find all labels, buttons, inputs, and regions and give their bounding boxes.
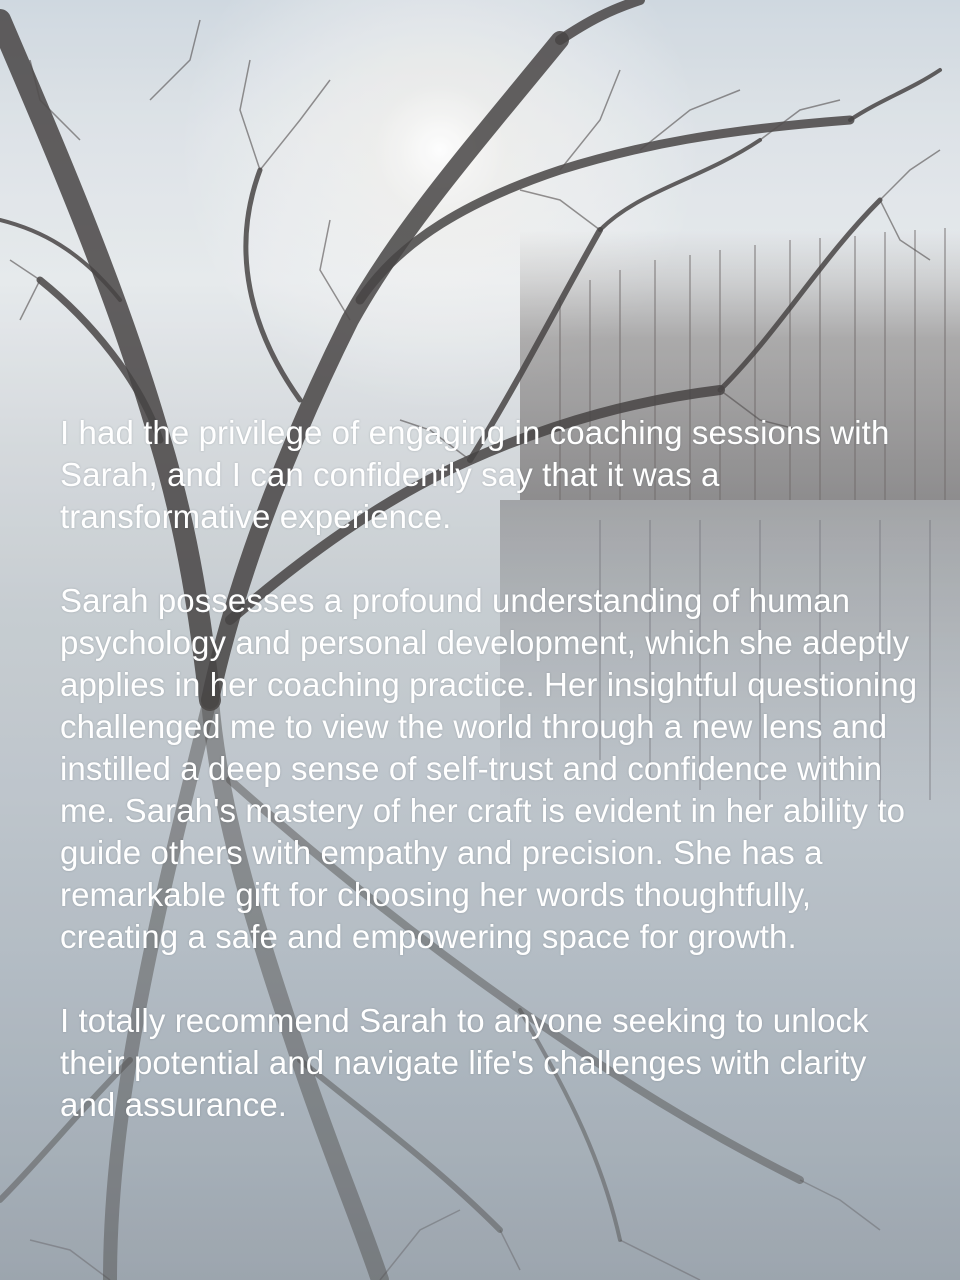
testimonial-text <box>60 412 930 1126</box>
testimonial-paragraph-2: Sarah possesses a profound understanding of human psychology and personal development, which she adeptly applies in her coaching practice. Her insightful questioning challenged me to view the world through a new lens and instilled a deep sense of self-trust and confidence within me. Sarah's mastery of her craft is evident in her ability to guide others with empathy and precision. She has a remarkable gift for choosing her words thoughtfully, creating a safe and empowering space for growth. <box>60 582 918 955</box>
testimonial-paragraph-3: I totally recommend Sarah to anyone seeking to unlock their potential and navigate life's challenges with clarity and assurance. <box>60 1002 869 1123</box>
testimonial-paragraph-1: I had the privilege of engaging in coaching sessions with Sarah, and I can confidently say that it was a transformative experience. <box>60 414 890 535</box>
